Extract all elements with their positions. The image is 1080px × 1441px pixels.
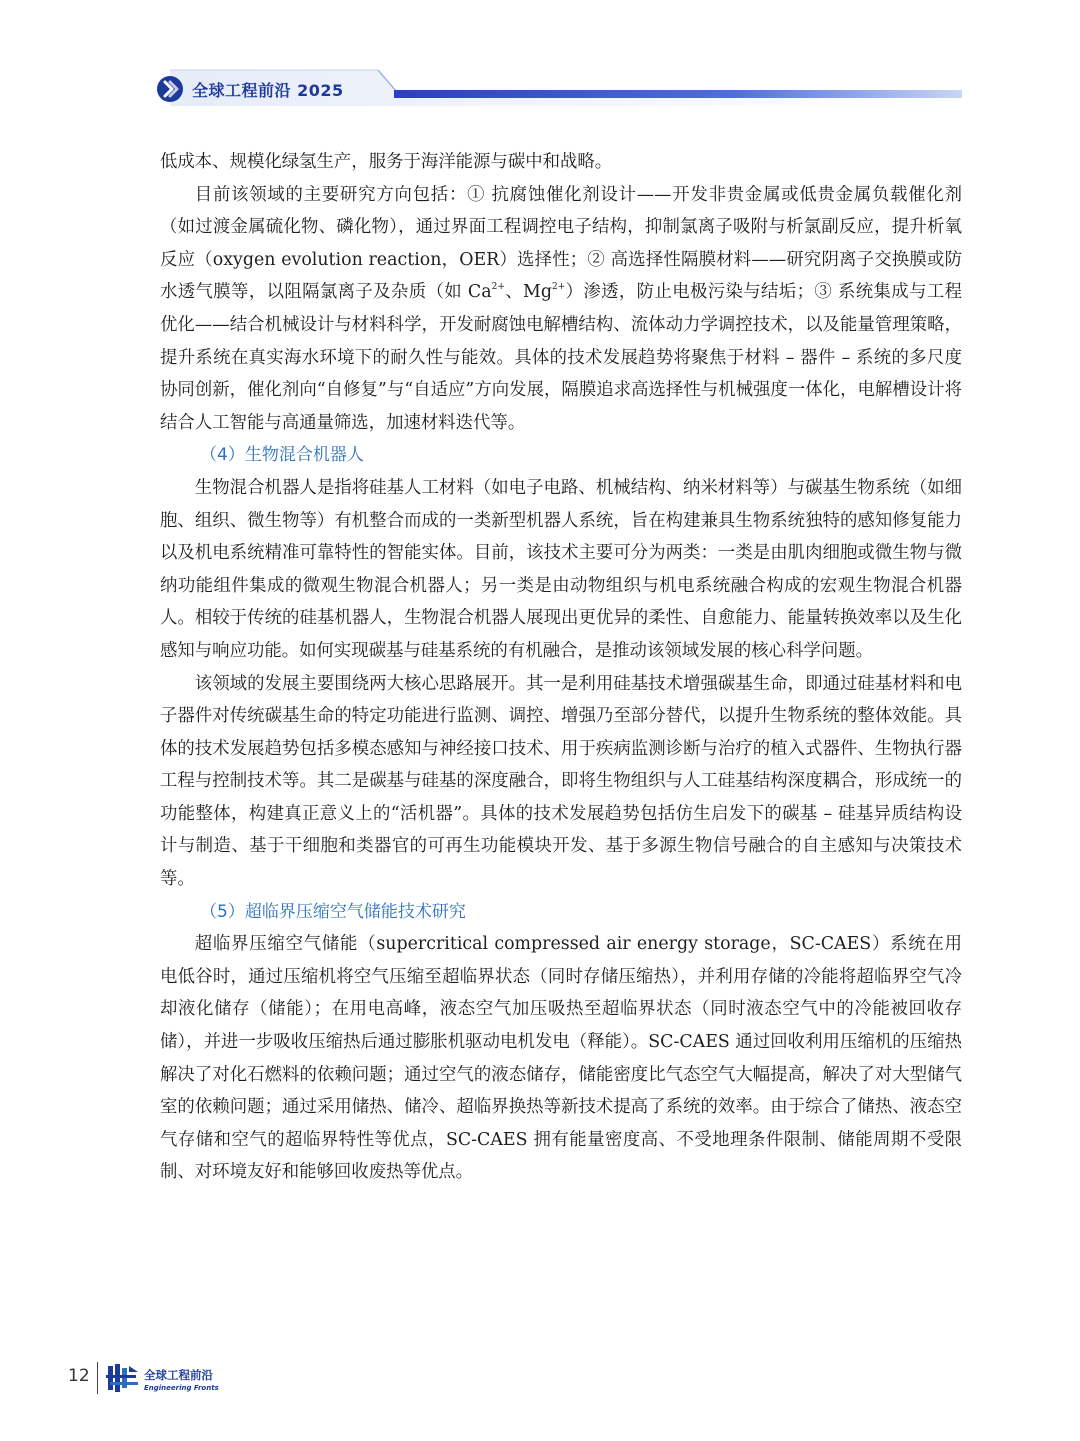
paragraph-2 xyxy=(160,179,962,440)
chevron-right-icon xyxy=(156,75,184,103)
engineering-fronts-logo-icon xyxy=(106,1362,140,1394)
superscript-ca: 2+ xyxy=(491,282,505,293)
page-number: 12 xyxy=(68,1366,90,1386)
footer-logo-text-en: Engineering Fronts xyxy=(144,1384,219,1392)
header-title: 全球工程前沿 2025 xyxy=(192,81,344,100)
superscript-mg: 2+ xyxy=(551,282,566,293)
footer-divider xyxy=(97,1362,98,1394)
subheading-5: （5）超临界压缩空气储能技术研究 xyxy=(200,901,466,922)
page-header xyxy=(0,0,1080,110)
subheading-4: （4）生物混合机器人 xyxy=(200,445,364,466)
paragraph-5: 超临界压缩空气储能（supercritical compressed air energy storage，SC-CAES）系统在用电低谷时，通过压缩机将空气压缩至超临界状态（同时存储压缩热），并利用存储的冷能将超临界空气冷却液化储存（储能）；在用电高峰，液态空气加压吸热至超临界状态（同时液态空气中的冷能被回收存储），并进一步吸收压缩热后通过膨胀机驱动电机发电（释能）。SC-CAES 通过回收利用压缩机的压缩热解决了对化石燃料的依赖问题；通过空气的液态储存，储能密度比气态空气大幅提高，解决了对大型储气室的依赖问题；通过采用储热、储冷、超临界换热等新技术提高了系统的效率。由于综合了储热、液态空气存储和空气的超临界特性等优点，SC-CAES 拥有能量密度高、不受地理条件限制、储能周期不受限制、对环境友好和能够回收废热等优点。 xyxy=(160,934,962,1183)
paragraph-1: 低成本、规模化绿氢生产，服务于海洋能源与碳中和战略。 xyxy=(160,152,613,172)
main-content xyxy=(160,146,962,1189)
paragraph-3: 生物混合机器人是指将硅基人工材料（如电子电路、机械结构、纳米材料等）与碳基生物系统（如细胞、组织、微生物等）有机整合而成的一类新型机器人系统，旨在构建兼具生物系统独特的感知修复能力以及机电系统精准可靠特性的智能实体。目前，该技术主要可分为两类：一类是由肌肉细胞或微生物与微纳功能组件集成的微观生物混合机器人；另一类是由动物组织与机电系统融合构成的宏观生物混合机器人。相较于传统的硅基机器人，生物混合机器人展现出更优异的柔性、自愈能力、能量转换效率以及生化感知与响应功能。如何实现碳基与硅基系统的有机融合，是推动该领域发展的核心科学问题。 xyxy=(160,477,962,661)
paragraph-2-text-b: 、Mg xyxy=(504,282,552,303)
paragraph-2-text-c: ）渗透，防止电极污染与结垢；③ 系统集成与工程优化——结合机械设计与材料科学，开发耐腐蚀电解槽结构、流体动力学调控技术，以及能量管理策略，提升系统在真实海水环境下的耐久性与能效。具体的技术发展趋势将聚焦于材料 – 器件 – 系统的多尺度协同创新，催化剂向“自修复”与“自适应”方向发展，隔膜追求高选择性与机械强度一体化，电解槽设计将结合人工智能与高通量筛选，加速材料迭代等。 xyxy=(160,282,962,433)
footer-logo-text-cn: 全球工程前沿 xyxy=(144,1368,213,1382)
paragraph-4: 该领域的发展主要围绕两大核心思路展开。其一是利用硅基技术增强碳基生命，即通过硅基材料和电子器件对传统碳基生命的特定功能进行监测、调控、增强乃至部分替代，以提升生物系统的整体效能。具体的技术发展趋势包括多模态感知与神经接口技术、用于疾病监测诊断与治疗的植入式器件、生物执行器工程与控制技术等。其二是碳基与硅基的深度融合，即将生物组织与人工硅基结构深度耦合，形成统一的功能整体，构建真正意义上的“活机器”。具体的技术发展趋势包括仿生启发下的碳基 – 硅基异质结构设计与制造、基于干细胞和类器官的可再生功能模块开发、基于多源生物信号融合的自主感知与决策技术等。 xyxy=(160,673,962,890)
paragraph-2-text-a: 目前该领域的主要研究方向包括：① 抗腐蚀催化剂设计——开发非贵金属或低贵金属负载催化剂（如过渡金属硫化物、磷化物），通过界面工程调控电子结构，抑制氯离子吸附与析氯副反应，提升析氧反应（oxygen evolution reaction，OER）选择性；② 高选择性隔膜材料——研究阴离子交换膜或防水透气膜等，以阻隔氯离子及杂质（如 Ca xyxy=(160,184,962,303)
